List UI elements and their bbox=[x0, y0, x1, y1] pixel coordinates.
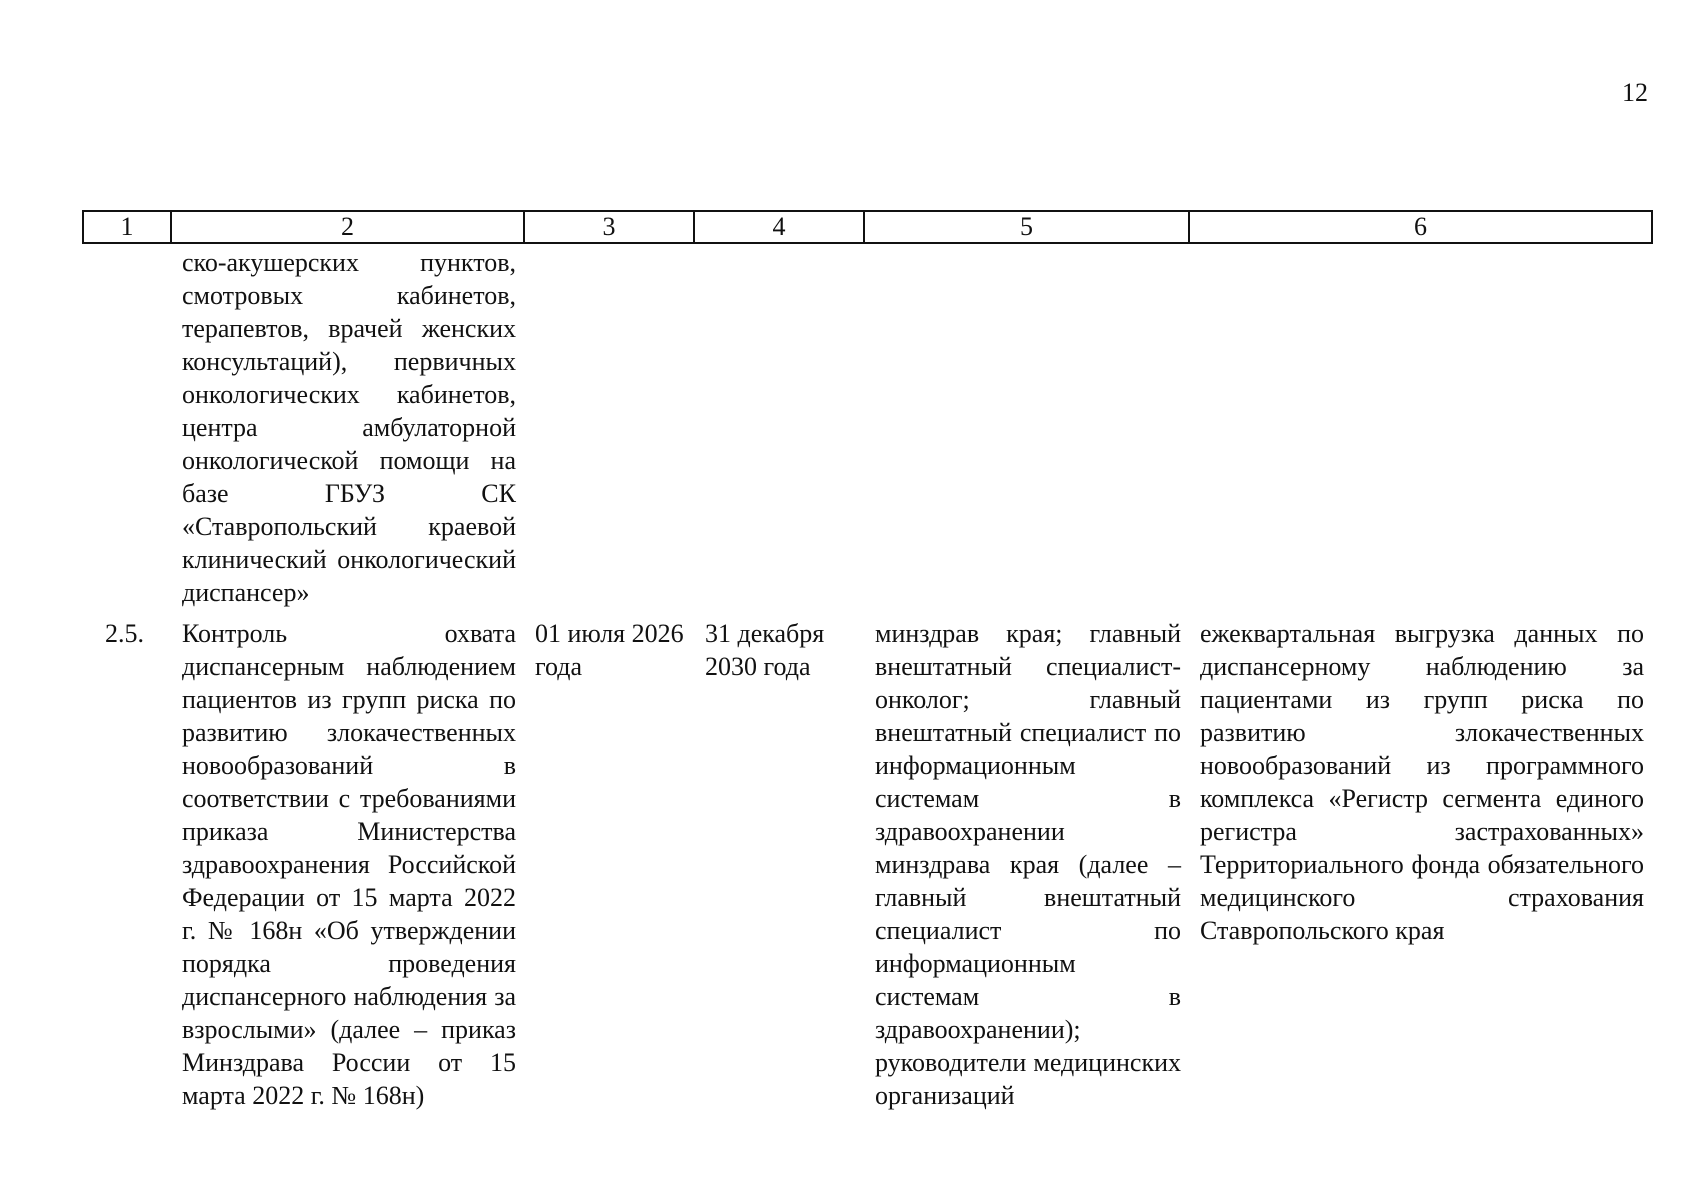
measure-name: Контроль охвата диспансерным наблюдением пациентов из групп риска по развитию злокачественных новообразований в соответствии с требованиями приказа Министерства здравоохранения Российской Федерации от 15 марта 2022 г. № 168н «Об утверждении порядка проведения диспансерного наблюдения за взрослыми» (далее – приказ Минздрава России от 15 марта 2022 г. № 168н) bbox=[182, 619, 516, 1110]
column-header-2: 2 bbox=[171, 211, 524, 243]
responsible-parties: минздрав края; главный внештатный специалист-онколог; главный внештатный специалист по информационным системам в здравоохранении минздрава края (далее – главный внештатный специалист по информационным системам в здравоохранении); руководители медицинских организаций bbox=[875, 619, 1181, 1110]
start-date: 01 июля 2026 года bbox=[535, 619, 684, 681]
responsible-parties bbox=[864, 243, 1189, 609]
table-header-row bbox=[83, 211, 1652, 243]
end-date: 31 декабря 2030 года bbox=[705, 619, 825, 681]
column-header-4: 4 bbox=[694, 211, 864, 243]
table-row bbox=[83, 243, 1652, 609]
column-header-5: 5 bbox=[864, 211, 1189, 243]
row-number bbox=[83, 243, 171, 609]
expected-result bbox=[1189, 243, 1652, 609]
column-header-6: 6 bbox=[1189, 211, 1652, 243]
column-header-1: 1 bbox=[83, 211, 171, 243]
start-date bbox=[524, 243, 694, 609]
measure-name: ско-акушерских пунктов, смотровых кабинетов, терапевтов, врачей женских консультаций), первичных онкологических кабинетов, центра амбулаторной онкологической помощи на базе ГБУЗ СК «Ставропольский краевой клинический онкологический диспансер» bbox=[182, 248, 516, 607]
expected-result: ежеквартальная выгрузка данных по диспансерному наблюдению за пациентами из групп риска по развитию злокачественных новообразований из программного комплекса «Регистр сегмента единого регистра застрахованных» Территориального фонда обязательного медицинского страхования Ставропольского края bbox=[1200, 619, 1644, 945]
column-header-3: 3 bbox=[524, 211, 694, 243]
measures-table bbox=[82, 210, 1653, 1112]
table-row bbox=[83, 609, 1652, 1112]
page-number: 12 bbox=[1622, 78, 1648, 107]
end-date bbox=[694, 243, 864, 609]
row-number: 2.5. bbox=[105, 619, 144, 648]
